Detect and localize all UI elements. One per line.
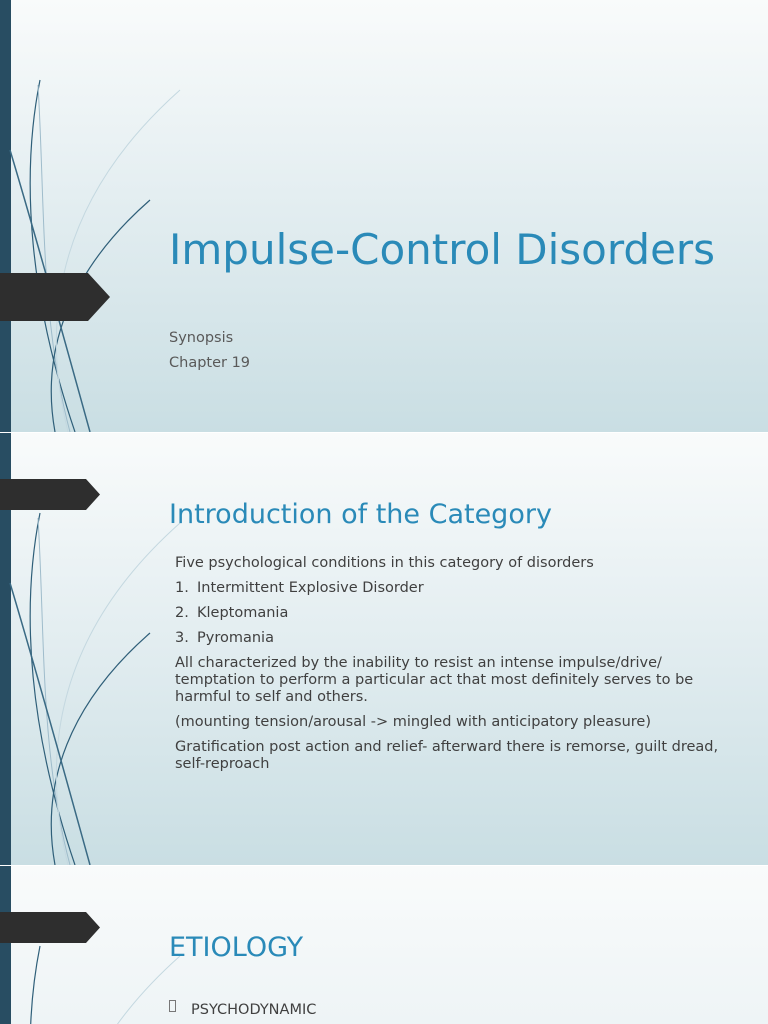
list-item bbox=[175, 605, 730, 622]
slide-heading: Introduction of the Category bbox=[169, 499, 552, 531]
list-text: Kleptomania bbox=[197, 605, 289, 621]
paragraph: All characterized by the inability to resist an intense impulse/drive/ temptation to perform a particular act that most definitely serves to be harmful to self and others. bbox=[175, 655, 694, 705]
title-pointer-shape bbox=[0, 273, 110, 321]
slide-title bbox=[0, 0, 768, 432]
list-text: Pyromania bbox=[197, 630, 274, 646]
heading-pointer-shape bbox=[0, 479, 100, 510]
list-number: 3. bbox=[175, 630, 189, 646]
slide-etiology bbox=[0, 866, 768, 1024]
list-number: 2. bbox=[175, 605, 189, 621]
list-item bbox=[175, 580, 730, 597]
subtitle-chapter: Chapter 19 bbox=[169, 355, 251, 371]
page-title: Impulse-Control Disorders bbox=[169, 225, 716, 275]
subtitle-synopsis: Synopsis bbox=[169, 330, 234, 346]
list-item bbox=[169, 1002, 316, 1018]
slide-body bbox=[175, 555, 730, 781]
slide-introduction bbox=[0, 433, 768, 865]
bullet-text: PSYCHODYNAMIC bbox=[191, 1002, 317, 1018]
paragraph: Gratification post action and relief- afterward there is remorse, guilt dread, self-reproach bbox=[175, 739, 719, 772]
list-text: Intermittent Explosive Disorder bbox=[197, 580, 424, 596]
heading-pointer-shape bbox=[0, 912, 100, 943]
slide-heading: ETIOLOGY bbox=[169, 932, 304, 964]
list-number: 1. bbox=[175, 580, 189, 596]
bullet-icon bbox=[169, 1000, 176, 1012]
intro-text: Five psychological conditions in this category of disorders bbox=[175, 555, 594, 571]
paragraph: (mounting tension/arousal -> mingled with anticipatory pleasure) bbox=[175, 714, 652, 730]
list-item bbox=[175, 630, 730, 647]
